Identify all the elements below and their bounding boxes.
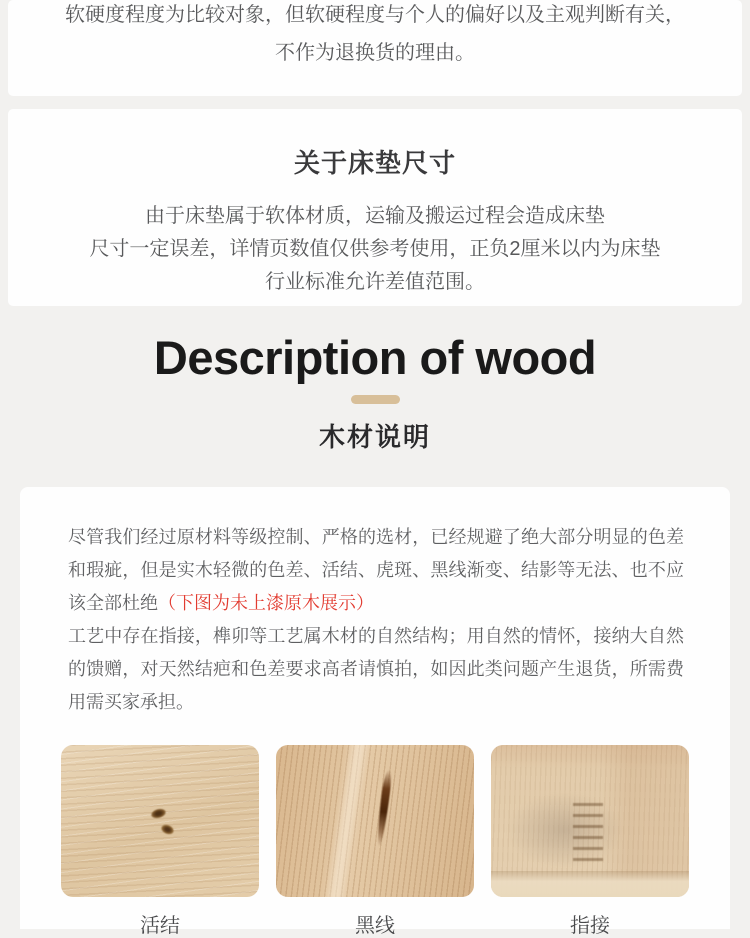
bottom-plank-band-icon (491, 871, 689, 897)
mattress-size-body (8, 200, 742, 299)
wood-sample-caption: 黑线 (355, 915, 395, 937)
softness-notice-card (8, 0, 742, 96)
knot-mark-icon (160, 823, 175, 836)
notice-text-line-2: 不作为退换货的理由。 (275, 42, 475, 64)
wood-samples-row (61, 745, 689, 938)
mattress-body-line-3: 行业标准允许差值范围。 (265, 271, 485, 293)
wood-sample-live-knot (61, 745, 259, 938)
wood-intro-normal-text: 尽管我们经过原材料等级控制、严格的选材，已经规避了绝大部分明显的色差和瑕疵，但是实木轻微的色差、活结、虎斑、黑线渐变、结影等无法、也不应该全部杜绝 (68, 527, 684, 613)
wood-section-header (0, 306, 750, 454)
wood-sample-image-live-knot (61, 745, 259, 897)
notice-text-line-1: 软硬度程度为比较对象，但软硬程度与个人的偏好以及主观判断有关， (65, 4, 685, 26)
wood-description-card (20, 487, 730, 937)
black-line-mark-icon (375, 769, 392, 847)
gray-patch-icon (507, 793, 623, 867)
wood-craft-paragraph: 工艺中存在指接，榫卯等工艺属木材的自然结构；用自然的情怀，接纳大自然的馈赠，对天然结疤和色差要求高者请慎拍，如因此类问题产生退货，所需费用需买家承担。 (68, 626, 684, 712)
wood-sample-black-line (276, 745, 474, 938)
mattress-size-title: 关于床垫尺寸 (293, 148, 456, 178)
wood-description-text (68, 521, 684, 719)
wood-sample-caption: 活结 (140, 915, 180, 937)
finger-joint-marks-icon (573, 803, 603, 863)
mattress-body-line-2: 尺寸一定误差，详情页数值仅供参考使用，正负2厘米以内为床垫 (89, 238, 661, 260)
mattress-size-card (8, 109, 742, 306)
wood-sample-caption: 指接 (570, 915, 610, 937)
wood-section-title-zh: 木材说明 (318, 422, 431, 452)
mattress-body-line-1: 由于床垫属于软体材质，运输及搬运过程会造成床垫 (145, 205, 605, 227)
light-streak-icon (326, 745, 368, 897)
wood-intro-red-note: （下图为未上漆原木展示） (158, 593, 374, 613)
knot-mark-icon (150, 807, 167, 820)
wood-sample-finger-joint (491, 745, 689, 938)
title-divider-bar (351, 395, 400, 404)
wood-sample-image-finger-joint (491, 745, 689, 897)
wood-section-title-en: Description of wood (153, 331, 597, 384)
wood-intro-paragraph (68, 521, 684, 620)
wood-sample-image-black-line (276, 745, 474, 897)
